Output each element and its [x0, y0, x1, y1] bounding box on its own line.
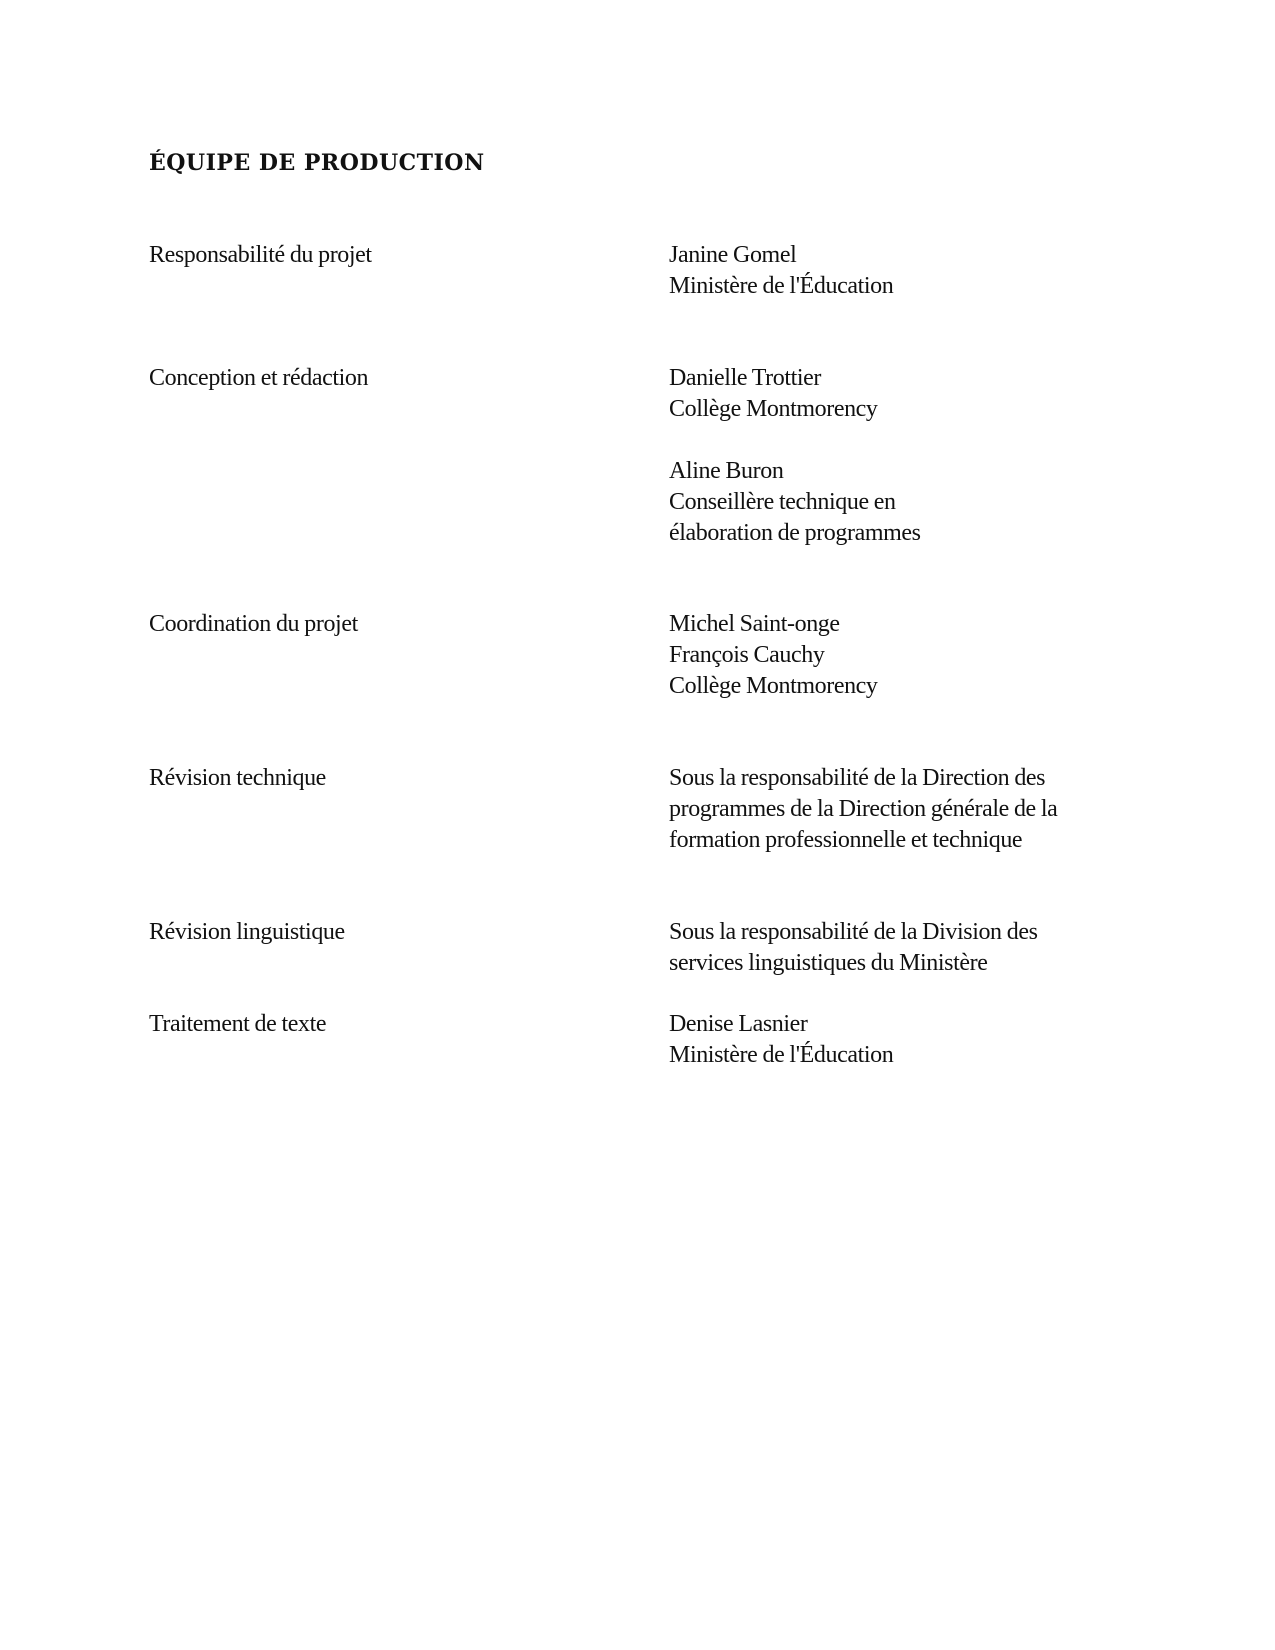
credit-line: François Cauchy — [669, 642, 825, 668]
credit-role: Responsabilité du projet — [149, 242, 372, 268]
credit-line: Ministère de l'Éducation — [669, 1042, 894, 1068]
credit-line: Danielle Trottier — [669, 365, 822, 391]
credit-line: Sous la responsabilité de la Division des — [669, 919, 1038, 945]
credit-names — [669, 917, 1129, 979]
credit-line: Michel Saint-onge — [669, 611, 840, 637]
credit-line: élaboration de programmes — [669, 520, 921, 546]
credit-names — [669, 609, 1129, 702]
credit-line: Collège Montmorency — [669, 396, 878, 422]
credit-spacer — [669, 425, 1129, 456]
credit-names — [669, 363, 1129, 549]
page-title: ÉQUIPE DE PRODUCTION — [149, 150, 485, 176]
credit-line: programmes de la Direction générale de la — [669, 796, 1058, 822]
credit-role: Traitement de texte — [149, 1011, 327, 1037]
credit-role: Coordination du projet — [149, 611, 358, 637]
credit-line: Denise Lasnier — [669, 1011, 808, 1037]
credit-role: Conception et rédaction — [149, 365, 369, 391]
credit-names — [669, 1009, 1129, 1071]
credit-names — [669, 763, 1129, 856]
credit-role: Révision technique — [149, 765, 326, 791]
credit-line: Conseillère technique en — [669, 489, 896, 515]
credit-names — [669, 240, 1129, 302]
credit-line: Aline Buron — [669, 458, 784, 484]
credit-line: Sous la responsabilité de la Direction des — [669, 765, 1046, 791]
credit-line: Janine Gomel — [669, 242, 797, 268]
credit-role: Révision linguistique — [149, 919, 345, 945]
credit-line: services linguistiques du Ministère — [669, 950, 988, 976]
credit-line: formation professionnelle et technique — [669, 827, 1023, 853]
credit-line: Ministère de l'Éducation — [669, 273, 894, 299]
credit-line: Collège Montmorency — [669, 673, 878, 699]
